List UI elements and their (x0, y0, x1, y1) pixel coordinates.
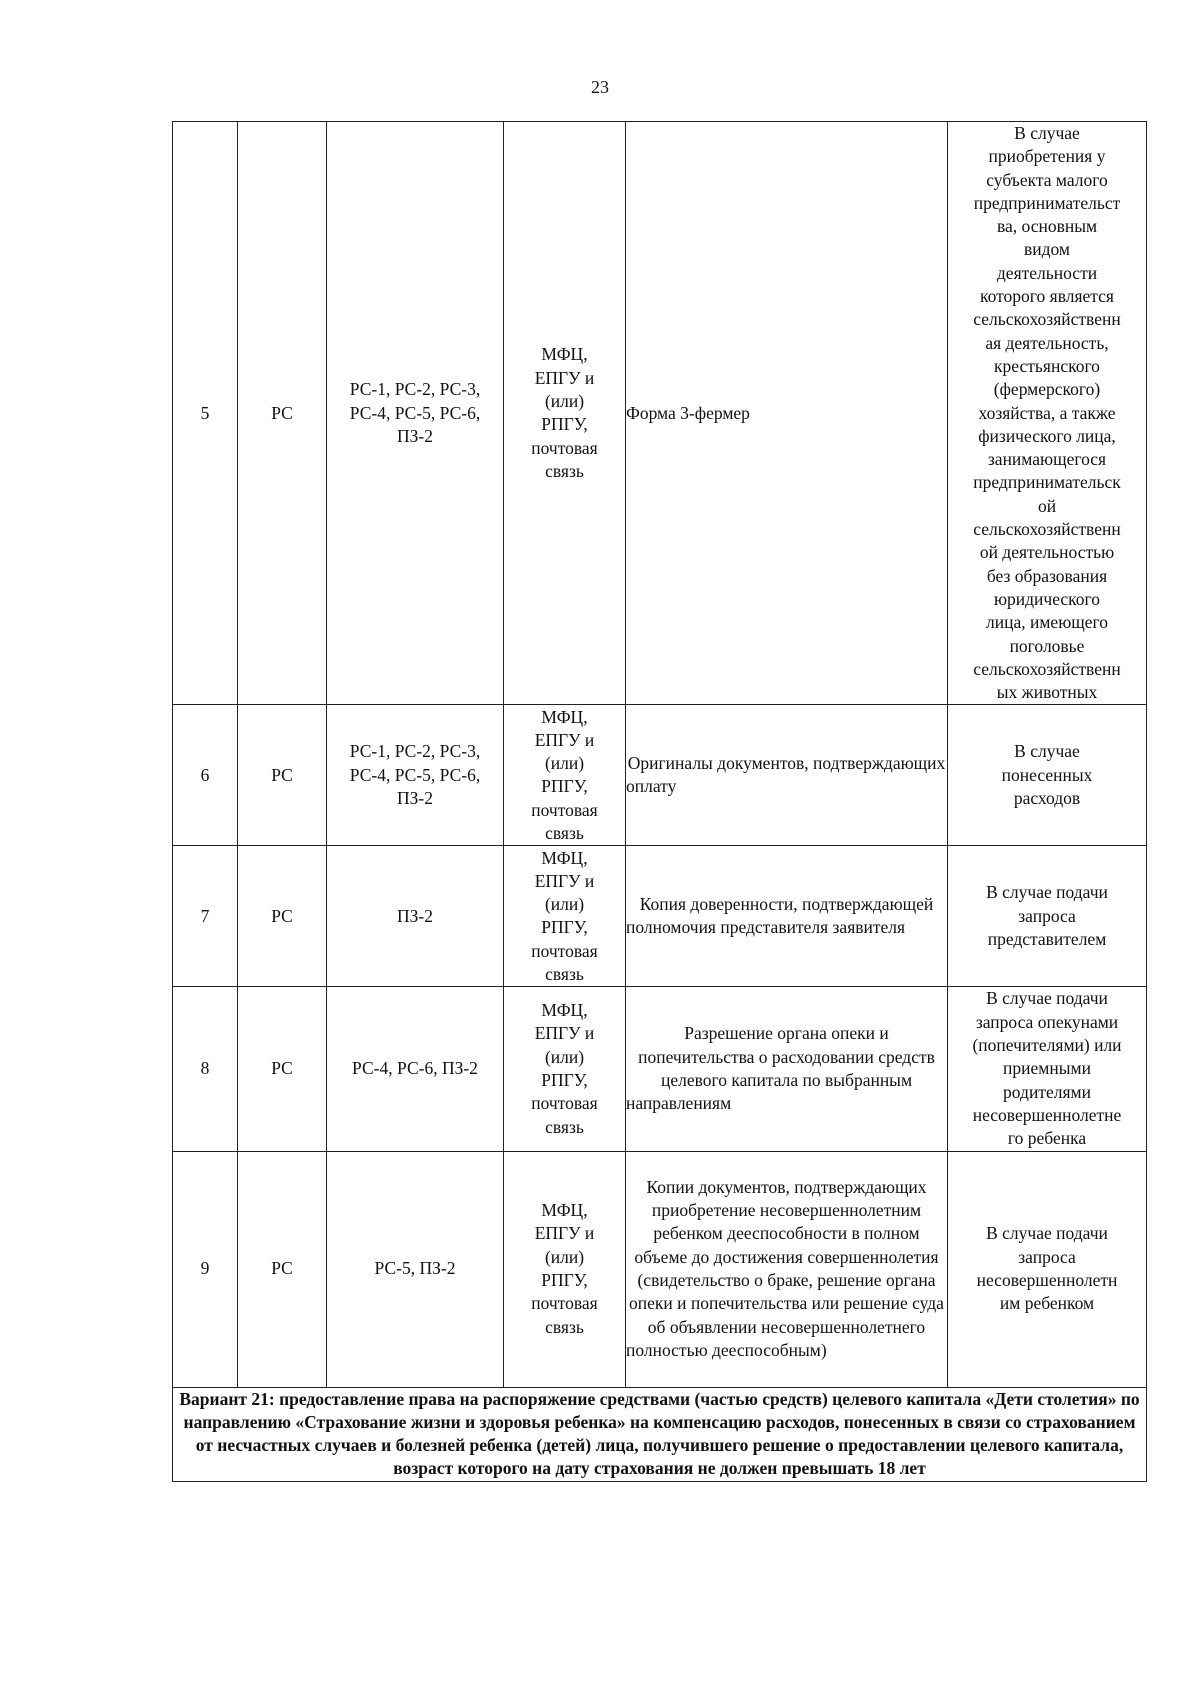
row-document: Копии документов, подтверждающих приобретение несовершеннолетним ребенком дееспособности в полном объеме до достижения совершеннолетия (свидетельство о браке, решение органа опеки и попечительства или решение суда об объявлении несовершеннолетнего полностью дееспособным) (626, 1151, 948, 1387)
row-channels: МФЦ, ЕПГУ и (или) РПГУ, почтовая связь (504, 705, 626, 846)
variant-heading: Вариант 21: предоставление права на распоряжение средствами (частью средств) целевого капитала «Дети столетия» по направлению «Страхование жизни и здоровья ребенка» на компенсацию расходов, понесенных в связи со страхованием от несчастных случаев и болезней ребенка (детей) лица, получившего решение о предоставлении целевого капитала, возраст которого на дату страхования не должен превышать 18 лет (173, 1387, 1147, 1481)
row-channels: МФЦ, ЕПГУ и (или) РПГУ, почтовая связь (504, 987, 626, 1151)
row-document: Форма 3-фермер (626, 122, 948, 705)
row-codes: РС-5, ПЗ-2 (327, 1151, 504, 1387)
row-type: РС (238, 987, 327, 1151)
page-number: 23 (591, 77, 609, 97)
row-type: РС (238, 846, 327, 987)
row-type: РС (238, 1151, 327, 1387)
row-document: Разрешение органа опеки и попечительства о расходовании средств целевого капитала по выбранным направлениям (626, 987, 948, 1151)
row-condition: В случае подачи запроса представителем (948, 846, 1147, 987)
row-condition: В случае подачи запроса опекунами (попечителями) или приемными родителями несовершеннолетне го ребенка (948, 987, 1147, 1151)
table-row (173, 987, 1147, 1151)
row-condition: В случае приобретения у субъекта малого предпринимательст ва, основным видом деятельности которого является сельскохозяйственн ая деятельность, крестьянского (фермерского) хозяйства, а также физического лица, занимающегося предпринимательск ой сельскохозяйственн ой деятельностью без образования юридического лица, имеющего поголовье сельскохозяйственн ых животных (948, 122, 1147, 705)
documents-table (172, 121, 1147, 1482)
row-number: 7 (173, 846, 238, 987)
table-row (173, 705, 1147, 846)
row-codes: РС-4, РС-6, ПЗ-2 (327, 987, 504, 1151)
row-number: 6 (173, 705, 238, 846)
row-channels: МФЦ, ЕПГУ и (или) РПГУ, почтовая связь (504, 846, 626, 987)
table-row (173, 1151, 1147, 1387)
row-condition: В случае подачи запроса несовершеннолетн им ребенком (948, 1151, 1147, 1387)
row-number: 5 (173, 122, 238, 705)
table-row (173, 846, 1147, 987)
row-codes: РС-1, РС-2, РС-3, РС-4, РС-5, РС-6, ПЗ-2 (327, 705, 504, 846)
row-number: 8 (173, 987, 238, 1151)
row-codes: ПЗ-2 (327, 846, 504, 987)
row-condition: В случае понесенных расходов (948, 705, 1147, 846)
row-document: Оригиналы документов, подтверждающих оплату (626, 705, 948, 846)
row-channels: МФЦ, ЕПГУ и (или) РПГУ, почтовая связь (504, 1151, 626, 1387)
row-document: Копия доверенности, подтверждающей полномочия представителя заявителя (626, 846, 948, 987)
table-row (173, 122, 1147, 705)
row-codes: РС-1, РС-2, РС-3, РС-4, РС-5, РС-6, ПЗ-2 (327, 122, 504, 705)
variant-row (173, 1387, 1147, 1481)
row-type: РС (238, 705, 327, 846)
row-number: 9 (173, 1151, 238, 1387)
row-type: РС (238, 122, 327, 705)
row-channels: МФЦ, ЕПГУ и (или) РПГУ, почтовая связь (504, 122, 626, 705)
